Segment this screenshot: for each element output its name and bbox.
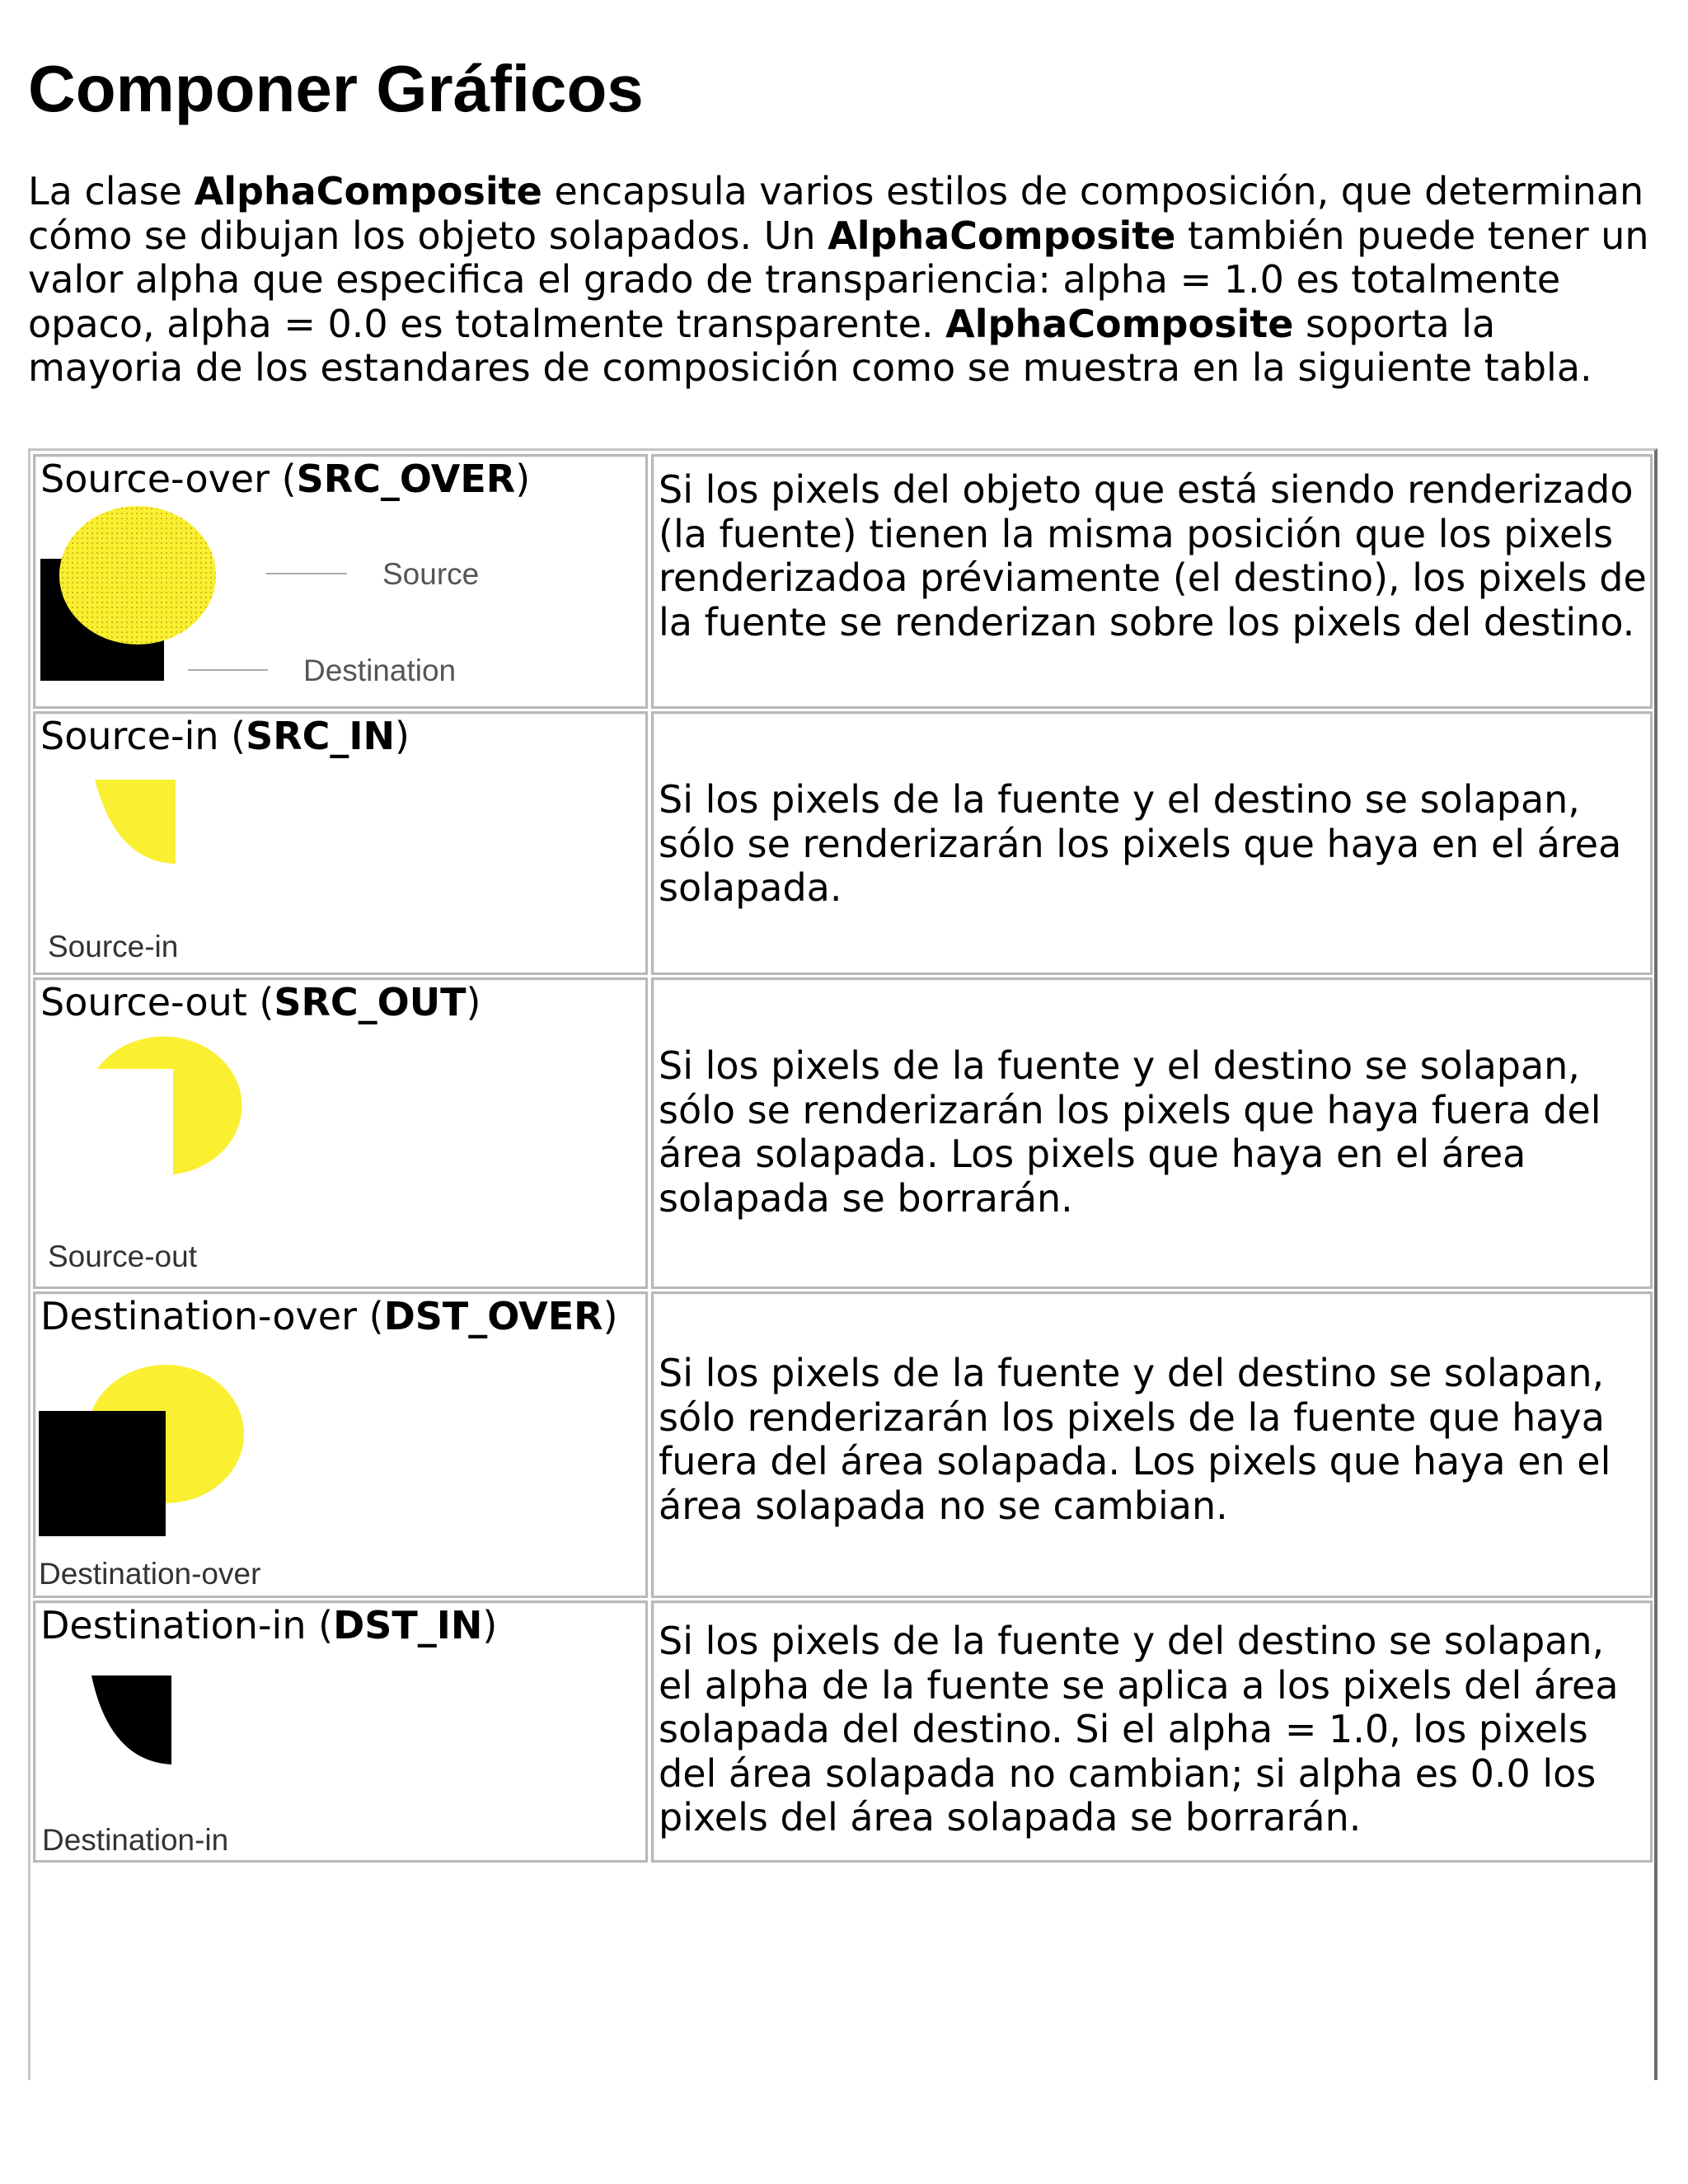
table-cell-src-in-name bbox=[33, 711, 648, 975]
intro-class-name-2: AlphaComposite bbox=[828, 213, 1176, 258]
description-src-out: Si los pixels de la fuente y el destino se solapan, sólo se renderizarán los pixels que haya fuera del área solapada. Los pixels que haya en el área solapada se borrarán. bbox=[659, 1043, 1601, 1221]
table-cell-src-in-description bbox=[651, 711, 1653, 975]
destination-in-shape bbox=[91, 1675, 171, 1765]
destination-square-front bbox=[39, 1411, 166, 1536]
table-cell-dst-in-name bbox=[33, 1601, 648, 1863]
rule-constant-src-out: SRC_OUT bbox=[274, 980, 467, 1024]
source-out-label: Source-out bbox=[48, 1240, 197, 1273]
description-dst-in: Si los pixels de la fuente y del destino se solapan, el alpha de la fuente se aplica a los pixels del área solapada del destino. Si el alpha = 1.0, los pixels del área solapada no cambian; si alpha es 0.0 los pixels del área solapada se borrarán. bbox=[659, 1619, 1619, 1840]
source-circle bbox=[59, 506, 216, 644]
description-src-over: Si los pixels del objeto que está siendo renderizado (la fuente) tienen la misma posición que los pixels renderizadoa préviamente (el destino), los pixels de la fuente se renderizan sobre los pixels del destino. bbox=[659, 467, 1647, 644]
rule-name-src-over: Source-over (SRC_OVER) bbox=[40, 457, 531, 501]
rule-constant-dst-over: DST_OVER bbox=[383, 1294, 603, 1338]
page-title: Componer Gráficos bbox=[28, 52, 644, 125]
table-cell-src-out-name bbox=[33, 977, 648, 1289]
intro-text-2: encapsula varios estilos de composición, que determinan cómo se dibujan los objeto solapados. Un bbox=[28, 169, 1644, 258]
table-cell-src-over-description bbox=[651, 454, 1653, 709]
rule-name-dst-over: Destination-over (DST_OVER) bbox=[40, 1294, 618, 1338]
src-in-figure bbox=[35, 714, 645, 973]
destination-label: Destination bbox=[303, 654, 457, 687]
table-cell-dst-over-name bbox=[33, 1291, 648, 1598]
src-out-figure bbox=[35, 980, 645, 1285]
table-cell-dst-over-description bbox=[651, 1291, 1653, 1598]
rule-constant-dst-in: DST_IN bbox=[333, 1603, 483, 1647]
intro-paragraph bbox=[28, 170, 1660, 391]
rule-name-src-in: Source-in (SRC_IN) bbox=[40, 714, 410, 758]
rule-name-dst-in: Destination-in (DST_IN) bbox=[40, 1603, 498, 1647]
intro-text-3: también puede tener un valor alpha que especifica el grado de transpariencia: alpha = 1.0 es totalmente opaco, alpha = 0.0 es totalmente transparente. bbox=[28, 213, 1649, 346]
source-out-shape bbox=[97, 1037, 241, 1174]
table-cell-dst-in-description bbox=[651, 1601, 1653, 1863]
intro-text-4: soporta la mayoria de los estandares de composición como se muestra en la siguiente tabla. bbox=[28, 301, 1592, 390]
intro-class-name-1: AlphaComposite bbox=[194, 169, 542, 213]
rule-name-src-out: Source-out (SRC_OUT) bbox=[40, 980, 481, 1024]
source-label: Source bbox=[382, 557, 480, 591]
description-dst-over: Si los pixels de la fuente y del destino se solapan, sólo renderizarán los pixels de la fuente que haya fuera del área solapada. Los pixels que haya en el área solapada no se cambian. bbox=[659, 1351, 1611, 1528]
dst-in-figure bbox=[35, 1603, 645, 1860]
source-in-label: Source-in bbox=[48, 930, 179, 963]
destination-over-label: Destination-over bbox=[39, 1557, 261, 1591]
rule-constant-src-in: SRC_IN bbox=[246, 714, 396, 758]
intro-text-1: La clase bbox=[28, 169, 195, 213]
dst-over-figure bbox=[35, 1294, 645, 1595]
destination-in-label: Destination-in bbox=[42, 1823, 229, 1857]
table-cell-src-over-name bbox=[33, 454, 648, 709]
source-in-shape bbox=[95, 780, 176, 864]
intro-class-name-3: AlphaComposite bbox=[945, 301, 1294, 346]
src-over-figure bbox=[35, 457, 645, 704]
table-cell-src-out-description bbox=[651, 977, 1653, 1289]
description-src-in: Si los pixels de la fuente y el destino se solapan, sólo se renderizarán los pixels que haya en el área solapada. bbox=[659, 777, 1622, 910]
rule-constant-src-over: SRC_OVER bbox=[296, 457, 516, 501]
